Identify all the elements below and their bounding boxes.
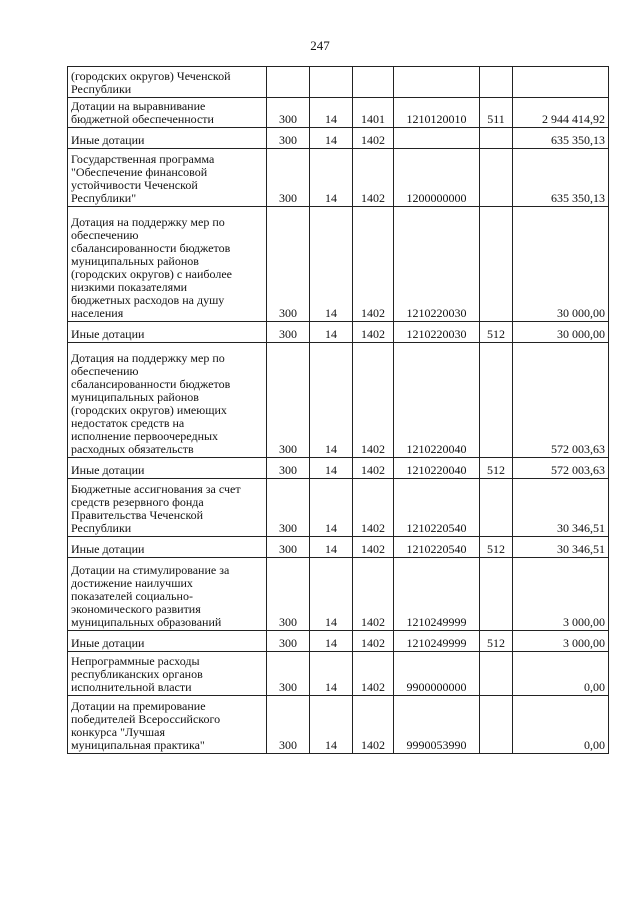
amount-cell: 0,00 <box>513 652 609 696</box>
subsection-cell: 1402 <box>353 149 394 207</box>
expense-type-cell <box>480 558 513 631</box>
target-article-cell: 1210220040 <box>394 458 480 479</box>
ved-cell: 300 <box>267 207 310 322</box>
amount-cell: 3 000,00 <box>513 631 609 652</box>
row-name-cell: Дотации на выравнивание бюджетной обеспеченности <box>68 98 267 128</box>
section-cell: 14 <box>310 558 353 631</box>
amount-cell: 3 000,00 <box>513 558 609 631</box>
section-cell: 14 <box>310 479 353 537</box>
row-name-cell: Непрограммные расходы республиканских органов исполнительной власти <box>68 652 267 696</box>
row-name-cell: Дотация на поддержку мер по обеспечению сбалансированности бюджетов муниципальных районов (городских округов) имеющих недостаток средств на исполнение первоочередных расходных обязательств <box>68 343 267 458</box>
row-name-cell: Дотации на стимулирование за достижение наилучших показателей социально- экономического развития муниципальных образований <box>68 558 267 631</box>
amount-cell: 572 003,63 <box>513 458 609 479</box>
ved-cell: 300 <box>267 458 310 479</box>
amount-cell <box>513 67 609 98</box>
target-article-cell: 1210249999 <box>394 631 480 652</box>
subsection-cell: 1402 <box>353 696 394 754</box>
expense-type-cell <box>480 696 513 754</box>
row-name-cell: (городских округов) Чеченской Республики <box>68 67 267 98</box>
ved-cell: 300 <box>267 479 310 537</box>
subsection-cell: 1402 <box>353 652 394 696</box>
table-row <box>68 652 609 696</box>
table-row <box>68 322 609 343</box>
expense-type-cell <box>480 479 513 537</box>
row-name-cell: Иные дотации <box>68 322 267 343</box>
target-article-cell <box>394 128 480 149</box>
ved-cell: 300 <box>267 652 310 696</box>
expense-type-cell: 512 <box>480 537 513 558</box>
amount-cell: 30 346,51 <box>513 479 609 537</box>
subsection-cell: 1402 <box>353 322 394 343</box>
subsection-cell: 1402 <box>353 128 394 149</box>
subsection-cell: 1402 <box>353 558 394 631</box>
section-cell: 14 <box>310 537 353 558</box>
target-article-cell <box>394 67 480 98</box>
expense-type-cell <box>480 207 513 322</box>
amount-cell: 30 000,00 <box>513 207 609 322</box>
section-cell: 14 <box>310 128 353 149</box>
section-cell: 14 <box>310 322 353 343</box>
subsection-cell: 1402 <box>353 631 394 652</box>
expense-type-cell <box>480 149 513 207</box>
ved-cell: 300 <box>267 98 310 128</box>
ved-cell: 300 <box>267 631 310 652</box>
page-number: 247 <box>310 38 330 53</box>
target-article-cell: 1200000000 <box>394 149 480 207</box>
ved-cell: 300 <box>267 322 310 343</box>
row-name-cell: Иные дотации <box>68 537 267 558</box>
expense-type-cell: 512 <box>480 631 513 652</box>
ved-cell: 300 <box>267 343 310 458</box>
subsection-cell: 1402 <box>353 479 394 537</box>
subsection-cell: 1401 <box>353 98 394 128</box>
target-article-cell: 1210249999 <box>394 558 480 631</box>
subsection-cell <box>353 67 394 98</box>
subsection-cell: 1402 <box>353 537 394 558</box>
section-cell <box>310 67 353 98</box>
amount-cell: 2 944 414,92 <box>513 98 609 128</box>
row-name-cell: Государственная программа "Обеспечение финансовой устойчивости Чеченской Республики" <box>68 149 267 207</box>
table-row <box>68 207 609 322</box>
table-row <box>68 696 609 754</box>
expense-type-cell <box>480 67 513 98</box>
amount-cell: 30 346,51 <box>513 537 609 558</box>
row-name-cell: Дотация на поддержку мер по обеспечению сбалансированности бюджетов муниципальных районов (городских округов) с наиболее низкими показателями бюджетных расходов на душу населения <box>68 207 267 322</box>
table-row <box>68 128 609 149</box>
section-cell: 14 <box>310 343 353 458</box>
amount-cell: 30 000,00 <box>513 322 609 343</box>
table-row <box>68 558 609 631</box>
ved-cell: 300 <box>267 558 310 631</box>
target-article-cell: 1210220540 <box>394 479 480 537</box>
row-name-cell: Иные дотации <box>68 631 267 652</box>
amount-cell: 635 350,13 <box>513 128 609 149</box>
expense-type-cell: 512 <box>480 322 513 343</box>
target-article-cell: 9900000000 <box>394 652 480 696</box>
amount-cell: 0,00 <box>513 696 609 754</box>
expense-type-cell <box>480 652 513 696</box>
table-row <box>68 537 609 558</box>
table-row <box>68 631 609 652</box>
table-row <box>68 98 609 128</box>
target-article-cell: 1210220030 <box>394 322 480 343</box>
section-cell: 14 <box>310 98 353 128</box>
table-row <box>68 149 609 207</box>
amount-cell: 635 350,13 <box>513 149 609 207</box>
subsection-cell: 1402 <box>353 458 394 479</box>
target-article-cell: 1210120010 <box>394 98 480 128</box>
section-cell: 14 <box>310 149 353 207</box>
subsection-cell: 1402 <box>353 207 394 322</box>
expense-type-cell <box>480 343 513 458</box>
section-cell: 14 <box>310 207 353 322</box>
target-article-cell: 1210220040 <box>394 343 480 458</box>
ved-cell <box>267 67 310 98</box>
target-article-cell: 1210220540 <box>394 537 480 558</box>
ved-cell: 300 <box>267 696 310 754</box>
table-row <box>68 67 609 98</box>
target-article-cell: 9990053990 <box>394 696 480 754</box>
section-cell: 14 <box>310 458 353 479</box>
section-cell: 14 <box>310 696 353 754</box>
expense-type-cell: 512 <box>480 458 513 479</box>
target-article-cell: 1210220030 <box>394 207 480 322</box>
section-cell: 14 <box>310 631 353 652</box>
expense-type-cell: 511 <box>480 98 513 128</box>
ved-cell: 300 <box>267 537 310 558</box>
subsection-cell: 1402 <box>353 343 394 458</box>
amount-cell: 572 003,63 <box>513 343 609 458</box>
row-name-cell: Бюджетные ассигнования за счет средств резервного фонда Правительства Чеченской Республики <box>68 479 267 537</box>
row-name-cell: Дотации на премирование победителей Всероссийского конкурса "Лучшая муниципальная практика" <box>68 696 267 754</box>
table-row <box>68 343 609 458</box>
section-cell: 14 <box>310 652 353 696</box>
table-row <box>68 458 609 479</box>
table-row <box>68 479 609 537</box>
ved-cell: 300 <box>267 149 310 207</box>
expense-type-cell <box>480 128 513 149</box>
ved-cell: 300 <box>267 128 310 149</box>
budget-table <box>67 66 609 754</box>
row-name-cell: Иные дотации <box>68 458 267 479</box>
row-name-cell: Иные дотации <box>68 128 267 149</box>
